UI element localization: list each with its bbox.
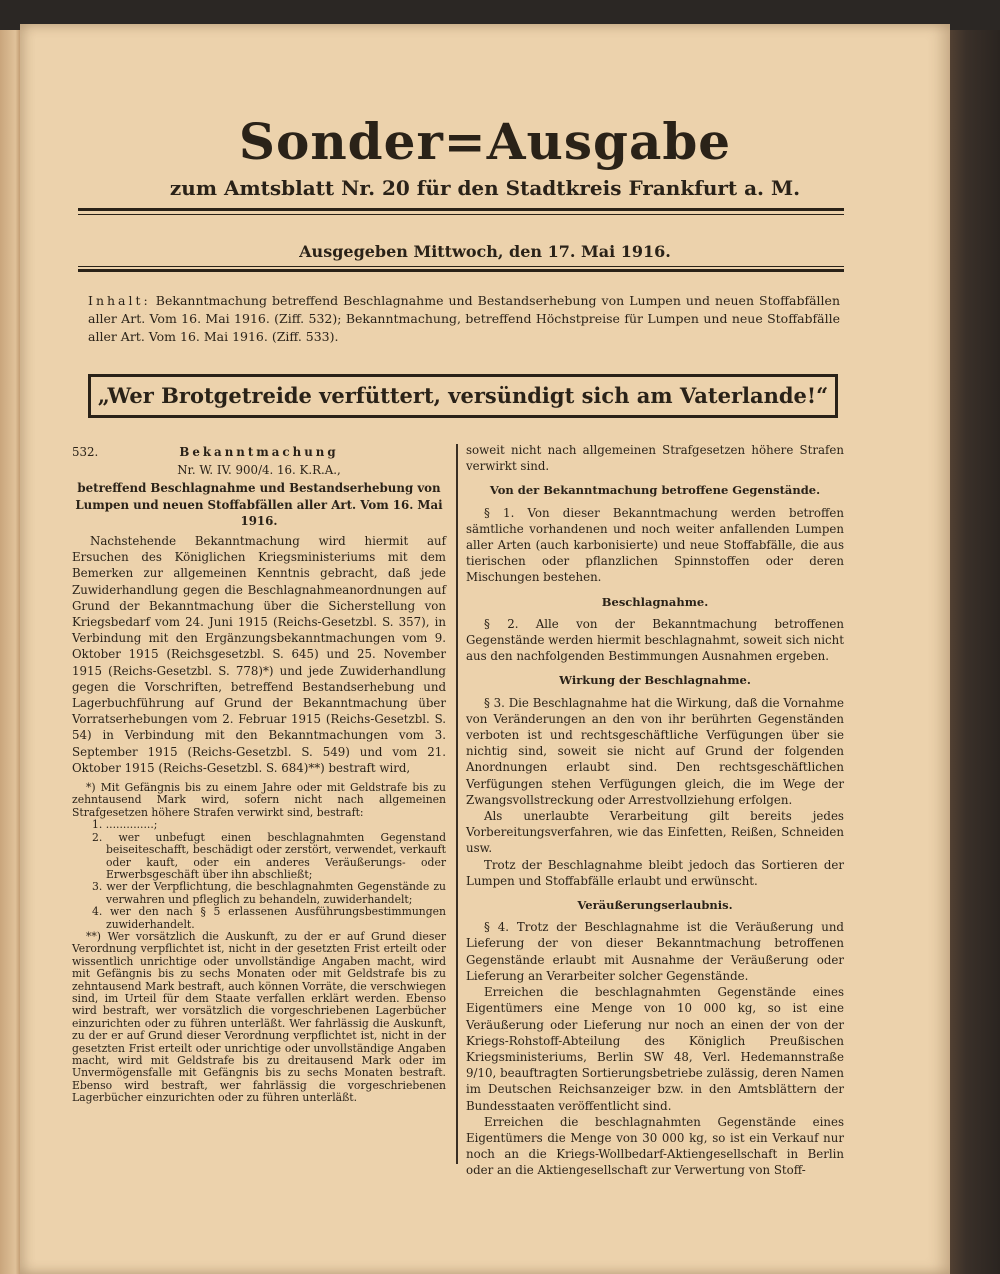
paragraph-2: § 2. Alle von der Bekanntmachung betroffenen Gegenstände werden hiermit beschlagnahmt, soweit sich nicht aus den nachfolgenden Bestimmungen Ausnahmen ergeben. [466,616,844,664]
document-page [20,24,950,1274]
footnote-1-item-4: 4. wer den nach § 5 erlassenen Ausführungsbestimmungen zuwiderhandelt. [92,905,446,931]
column-divider [456,444,458,1164]
heading-seizure: Beschlagnahme. [601,594,709,609]
top-rule-thick [78,208,844,211]
book-binding-edge [944,30,1000,1274]
page-title: Sonder=Ausgabe [238,112,732,171]
paragraph-4b: Erreichen die beschlagnahmten Gegenstände eines Eigentümers eine Menge von 10 000 kg, so ist eine Veräußerung oder Lieferung nur noch an einen der von der Kriegs-Rohstoff-Abteilung des Königlich Preußischen Kriegsministeriums, Berlin SW 48, Verl. Hedemannstraße 9/10, beauftragten Sortierungsbetriebe zulässig, deren Namen im Deutschen Reichsanzeiger bzw. in den Amtsblättern der Bundesstaaten veröffentlicht sind. [466,985,844,1113]
footnote-1-item-3: 3. wer der Verpflichtung, die beschlagnahmten Gegenstände zu verwahren und pfleglich zu behandeln, zuwiderhandelt; [92,880,446,906]
date-rule-thin [78,266,844,267]
contents-summary [88,292,840,346]
contents-text: Bekanntmachung betreffend Beschlagnahme und Bestandserhebung von Lumpen und neuen Stoffabfällen aller Art. Vom 16. Mai 1916. (Ziff. 532); Bekanntmachung, betreffend Höchstpreise für Lumpen und neue Stoffabfälle aller Art. Vom 16. Mai 1916. (Ziff. 533). [88,293,840,344]
footnote-1-item-1: 1. ..............; [92,818,158,832]
right-column [466,442,844,1179]
heading-affected-items: Von der Bekanntmachung betroffene Gegenstände. [489,483,821,498]
paragraph-1: § 1. Von dieser Bekanntmachung werden betroffen sämtliche vorhandenen und noch weiter anfallenden Lumpen aller Arten (auch karbonisierte) und neue Stoffabfälle, die aus tierischen oder pflanzlichen Spinnstoffen oder deren Mischungen bestehen. [466,505,844,585]
footnote-1: *) Mit Gefängnis bis zu einem Jahre oder mit Geldstrafe bis zu zehntausend Mark wird, sofern nicht nach allgemeinen Strafgesetzen höhere Strafen verwirkt sind, bestraft: [72,781,446,819]
adjacent-page-edge [0,30,22,1274]
paragraph-3b: Als unerlaubte Verarbeitung gilt bereits jedes Vorbereitungsverfahren, wie das Einfetten, Reißen, Schneiden usw. [466,809,844,856]
heading-seizure-effect: Wirkung der Beschlagnahme. [559,673,751,688]
paragraph-3: § 3. Die Beschlagnahme hat die Wirkung, daß die Vornahme von Veränderungen an den von ihr berührten Gegenständen verboten ist und rechtsgeschäftliche Verfügungen über sie nichtig sind, soweit sie nicht auf Grund der folgenden Anordnungen erlaubt sind. Den rechtsgeschäftlichen Verfügungen stehen Verfügungen gleich, die im Wege der Zwangsvollstreckung oder Arrestvollziehung erfolgen. [466,695,844,807]
footnote-2: **) Wer vorsätzlich die Auskunft, zu der er auf Grund dieser Verordnung verpflichtet ist, nicht in der gesetzten Frist erteilt oder wissentlich unrichtige oder unvollständige Angaben macht, wird mit Gefängnis bis zu sechs Monaten oder mit Geldstrafe bis zu zehntausend Mark bestraft, auch können Vorräte, die verschwiegen sind, im Urteil für dem Staate verfallen erklärt werden. Ebenso wird bestraft, wer vorsätzlich die vorgeschriebenen Lagerbücher einzurichten oder zu führen unterläßt. Wer fahrlässig die Auskunft, zu der er auf Grund dieser Verordnung verpflichtet ist, nicht in der gesetzten Frist erteilt oder unrichtige oder unvollständige Angaben macht, wird mit Geldstrafe bis zu dreitausend Mark oder im Unvermögensfalle mit Gefängnis bis zu sechs Monaten bestraft. Ebenso wird bestraft, wer fahrlässig die vorgeschriebenen Lagerbücher einzurichten oder zu führen unterläßt. [72,929,446,1105]
paragraph-3c: Trotz der Beschlagnahme bleibt jedoch das Sortieren der Lumpen und Stoffabfälle erlaubt und erwünscht. [466,857,844,888]
section-body: Nachstehende Bekanntmachung wird hiermit auf Ersuchen des Königlichen Kriegsministeriums mit dem Bemerken zur allgemeinen Kenntnis gebracht, daß jede Zuwiderhandlung gegen die Beschlagnahmeanordnungen auf Grund der Bekanntmachung über die Sicherstellung von Kriegsbedarf vom 24. Juni 1915 (Reichs-Gesetzbl. S. 357), in Verbindung mit den Ergänzungsbekanntmachungen vom 9. Oktober 1915 (Reichsgesetzbl. S. 645) und 25. November 1915 (Reichs-Gesetzbl. S. 778)*) und jede Zuwiderhandlung gegen die Vorschriften, betreffend Bestandserhebung und Lagerbuchführung auf Grund der Bekanntmachung über Vorratserhebungen vom 2. Februar 1915 (Reichs-Gesetzbl. S. 54) in Verbindung mit den Bekanntmachungen vom 3. September 1915 (Reichs-Gesetzbl. S. 549) und vom 21. Oktober 1915 (Reichs-Gesetzbl. S. 684)**) bestraft wird, [72,534,446,775]
contents-label: Inhalt: [88,293,151,308]
footnote-1-item-2: 2. wer unbefugt einen beschlagnahmten Gegenstand beiseiteschafft, beschädigt oder zerstört, verwendet, verkauft oder kauft, oder ein anderes Veräußerungs- oder Erwerbsgeschäft über ihn abschließt; [92,830,446,881]
issue-dateline: Ausgegeben Mittwoch, den 17. Mai 1916. [299,242,671,261]
section-reference: Nr. W. IV. 900/4. 16. K.R.A., [177,463,341,478]
section-number: 532. [72,445,99,459]
top-rule-thin [78,214,844,215]
section-heading: Bekanntmachung [179,445,339,459]
right-intro: soweit nicht nach allgemeinen Strafgesetzen höhere Strafen verwirkt sind. [466,443,844,474]
section-subject: betreffend Beschlagnahme und Bestandserhebung von Lumpen und neuen Stoffabfällen aller Art. Vom 16. Mai 1916. [75,481,443,528]
page-subtitle: zum Amtsblatt Nr. 20 für den Stadtkreis Frankfurt a. M. [169,176,801,200]
footnotes [72,782,446,1105]
paragraph-4: § 4. Trotz der Beschlagnahme ist die Veräußerung und Lieferung der von dieser Bekanntmachung betroffenen Gegenstände erlaubt mit Ausnahme der Veräußerung oder Lieferung an Verarbeiter solcher Gegenstände. [466,920,844,983]
heading-sale-permit: Veräußerungserlaubnis. [577,898,733,913]
left-column [72,442,446,1105]
paragraph-4c: Erreichen die beschlagnahmten Gegenstände eines Eigentümers die Menge von 30 000 kg, so ist ein Verkauf nur noch an die Kriegs-Wollbedarf-Aktiengesellschaft in Berlin oder an die Aktiengesellschaft zur Verwertung von Stoff- [466,1114,844,1178]
slogan-box: „Wer Brotgetreide verfüttert, versündigt sich am Vaterlande!“ [88,374,838,418]
date-rule-thick [78,269,844,272]
